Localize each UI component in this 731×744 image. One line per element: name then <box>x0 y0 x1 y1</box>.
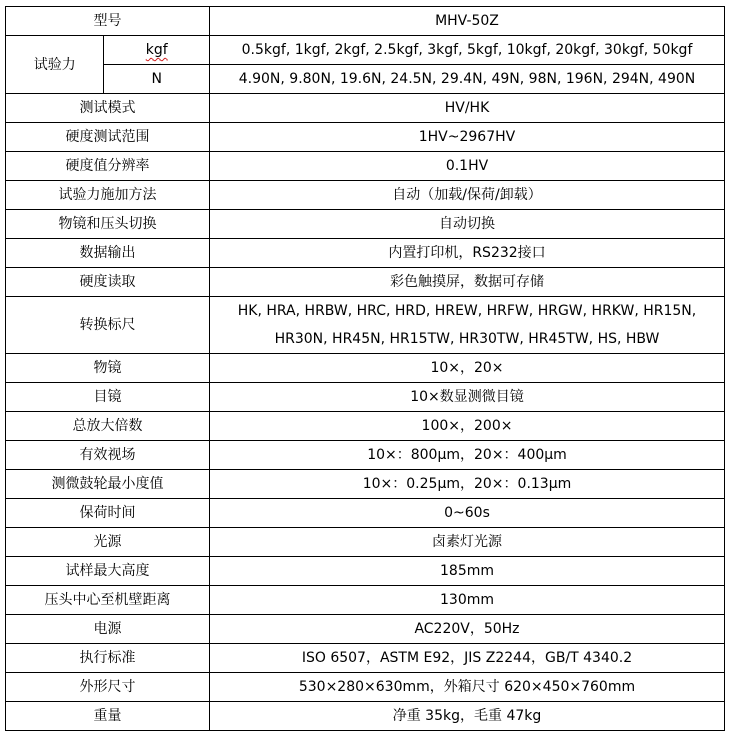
row-label: 有效视场 <box>6 441 210 470</box>
row-value: 10×：800μm，20×：400μm <box>210 441 725 470</box>
newton-values: 4.90N, 9.80N, 19.6N, 24.5N, 29.4N, 49N, 98N, 196N, 294N, 490N <box>210 65 725 94</box>
table-row <box>6 644 725 673</box>
table-row <box>6 239 725 268</box>
kgf-values: 0.5kgf, 1kgf, 2kgf, 2.5kgf, 3kgf, 5kgf, 10kgf, 20kgf, 30kgf, 50kgf <box>210 36 725 65</box>
row-label: 执行标准 <box>6 644 210 673</box>
row-value: ISO 6507，ASTM E92，JIS Z2244，GB/T 4340.2 <box>210 644 725 673</box>
table-row <box>6 499 725 528</box>
table-row <box>6 470 725 499</box>
table-row <box>6 7 725 36</box>
table-row <box>6 181 725 210</box>
row-label: 测微鼓轮最小度值 <box>6 470 210 499</box>
table-row <box>6 268 725 297</box>
row-value: 185mm <box>210 557 725 586</box>
table-row <box>6 36 725 65</box>
row-label: 外形尺寸 <box>6 673 210 702</box>
row-value: 彩色触摸屏，数据可存储 <box>210 268 725 297</box>
row-label: 物镜和压头切换 <box>6 210 210 239</box>
table-row <box>6 702 725 731</box>
row-value: 530×280×630mm，外箱尺寸 620×450×760mm <box>210 673 725 702</box>
conversion-scales-value: HK, HRA, HRBW, HRC, HRD, HREW, HRFW, HRGW, HRKW, HR15N, HR30N, HR45N, HR15TW, HR30TW, HR45TW, HS, HBW <box>210 297 725 354</box>
newton-unit-label: N <box>104 65 210 94</box>
table-row <box>6 383 725 412</box>
row-label: 保荷时间 <box>6 499 210 528</box>
row-label: 光源 <box>6 528 210 557</box>
row-value: 内置打印机，RS232接口 <box>210 239 725 268</box>
row-label: 硬度测试范围 <box>6 123 210 152</box>
row-value: 自动（加载/保荷/卸载） <box>210 181 725 210</box>
row-value: 130mm <box>210 586 725 615</box>
table-row <box>6 586 725 615</box>
row-value: 10×：0.25μm，20×：0.13μm <box>210 470 725 499</box>
row-label: 重量 <box>6 702 210 731</box>
model-label: 型号 <box>6 7 210 36</box>
row-label: 物镜 <box>6 354 210 383</box>
row-label: 总放大倍数 <box>6 412 210 441</box>
table-row <box>6 152 725 181</box>
row-label: 电源 <box>6 615 210 644</box>
row-value: 10×，20× <box>210 354 725 383</box>
table-row <box>6 354 725 383</box>
row-value: 净重 35kg，毛重 47kg <box>210 702 725 731</box>
table-row <box>6 210 725 239</box>
table-row <box>6 528 725 557</box>
table-row <box>6 123 725 152</box>
row-label: 测试模式 <box>6 94 210 123</box>
table-row <box>6 65 725 94</box>
row-label: 压头中心至机壁距离 <box>6 586 210 615</box>
model-value: MHV-50Z <box>210 7 725 36</box>
table-row <box>6 297 725 354</box>
row-label: 试样最大高度 <box>6 557 210 586</box>
row-value: 0~60s <box>210 499 725 528</box>
test-force-label: 试验力 <box>6 36 104 94</box>
row-label: 硬度值分辨率 <box>6 152 210 181</box>
table-row <box>6 441 725 470</box>
table-row <box>6 412 725 441</box>
row-value: 自动切换 <box>210 210 725 239</box>
row-value: 10×数显测微目镜 <box>210 383 725 412</box>
row-label: 转换标尺 <box>6 297 210 354</box>
table-row <box>6 557 725 586</box>
row-value: 0.1HV <box>210 152 725 181</box>
kgf-unit-label: kgf <box>104 36 210 65</box>
table-row <box>6 94 725 123</box>
row-label: 硬度读取 <box>6 268 210 297</box>
spec-table <box>5 6 725 731</box>
row-value: AC220V，50Hz <box>210 615 725 644</box>
row-value: HV/HK <box>210 94 725 123</box>
row-value: 卤素灯光源 <box>210 528 725 557</box>
row-label: 试验力施加方法 <box>6 181 210 210</box>
row-value: 1HV~2967HV <box>210 123 725 152</box>
table-row <box>6 615 725 644</box>
row-value: 100×，200× <box>210 412 725 441</box>
row-label: 数据输出 <box>6 239 210 268</box>
table-row <box>6 673 725 702</box>
row-label: 目镜 <box>6 383 210 412</box>
